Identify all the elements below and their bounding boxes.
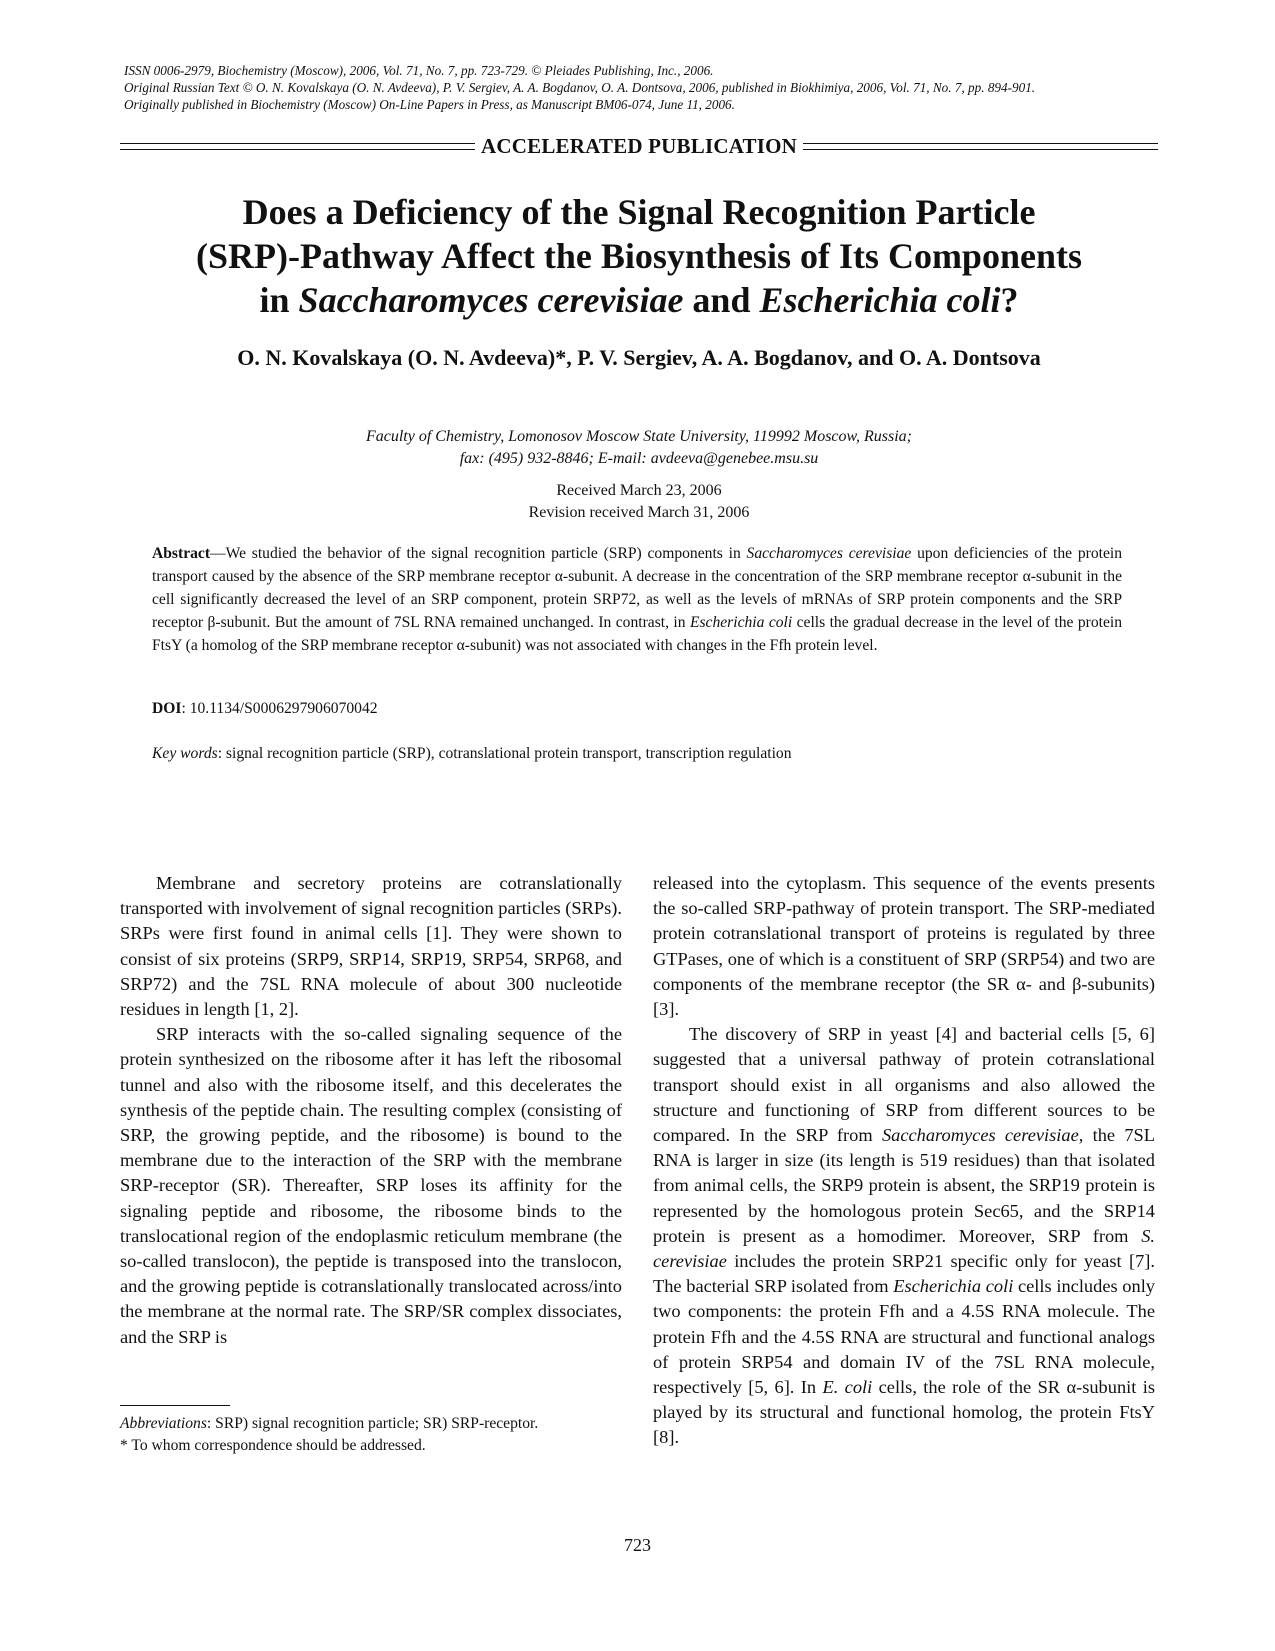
body-column-right — [653, 871, 1155, 1451]
abstract — [152, 542, 1122, 657]
abbreviations-text: : SRP) signal recognition particle; SR) SRP-receptor. — [206, 1415, 539, 1432]
body-text: The discovery of SRP in yeast [4] and bacterial cells [5, 6] suggested that a universal pathway of protein cotranslational transport should exist in all organisms and also allowed the structure and functioning of SRP from different sources to be compared. In the SRP from — [653, 1024, 1155, 1146]
banner-label: ACCELERATED PUBLICATION — [481, 133, 797, 158]
body-text: , the 7SL RNA is larger in size (its length is 519 residues) than that isolated from animal cells, the SRP9 protein is absent, the SRP19 protein is represented by the homologous protein Sec65, and the SRP14 protein is present as a homodimer. Moreover, SRP from — [653, 1125, 1155, 1246]
doi-value: : 10.1134/S0006297906070042 — [181, 700, 378, 717]
title-line-1: Does a Deficiency of the Signal Recognition Particle — [242, 192, 1036, 232]
title-line-3 — [120, 278, 1158, 322]
title-species-ec: Escherichia coli — [759, 280, 1001, 320]
abstract-text-1: —We studied the behavior of the signal recognition particle (SRP) components in — [210, 545, 747, 562]
body-paragraph — [653, 1022, 1155, 1450]
footnotes — [120, 1413, 622, 1457]
title-and: and — [683, 280, 760, 320]
abbreviations-label: Abbreviations — [120, 1415, 207, 1432]
banner-rule-left — [120, 143, 475, 150]
header-line-original: Original Russian Text © O. N. Kovalskaya (O. N. Avdeeva), P. V. Sergiev, A. A. Bogdanov, O. A. Dontsova, 2006, published in Biokhimiya, 2006, Vol. 71, No. 7, pp. 894-901. — [124, 80, 1036, 95]
species-name: E. coli — [822, 1377, 873, 1398]
species-name: Saccharomyces cerevisiae — [881, 1125, 1079, 1146]
article-title — [120, 190, 1158, 322]
title-question-mark: ? — [1000, 280, 1019, 320]
header-line-issn: ISSN 0006-2979, Biochemistry (Moscow), 2006, Vol. 71, No. 7, pp. 723-729. © Pleiades Publishing, Inc., 2006. — [124, 63, 714, 78]
abstract-text-3: cells the gradual decrease in the level of the protein FtsY (a homolog of the SRP membrane receptor α-subunit) was not associated with changes in the Ffh protein level. — [152, 614, 1122, 654]
revision-date: Revision received March 31, 2006 — [528, 504, 750, 521]
section-banner — [120, 133, 1158, 159]
title-line-2: (SRP)-Pathway Affect the Biosynthesis of Its Components — [196, 236, 1082, 276]
doi — [152, 700, 378, 718]
title-species-sc: Saccharomyces cerevisiae — [298, 280, 684, 320]
body-text: cells, the role of the SR α-subunit is played by its structural and functional homolog, the protein FtsY [8]. — [653, 1377, 1155, 1448]
body-text: includes the protein SRP21 specific only for yeast [7]. The bacterial SRP isolated from — [653, 1251, 1155, 1297]
body-paragraph: SRP interacts with the so-called signaling sequence of the protein synthesized on the ribosome after it has left the ribosomal tunnel and also with the ribosome itself, and this decelerates the synthesis of the peptide chain. The resulting complex (consisting of SRP, the growing peptide, and the ribosome) is bound to the membrane due to the interaction of the SRP with the membrane SRP-receptor (SR). Thereafter, SRP loses its affinity for the signaling peptide and ribosome, the ribosome binds to the translocational region of the endoplasmic reticulum membrane (the so-called translocon), the peptide is transposed into the translocon, and the growing peptide is cotranslationally translocated across/into the membrane at the normal rate. The SRP/SR complex dissociates, and the SRP is — [120, 1024, 622, 1347]
submission-dates — [120, 480, 1158, 524]
page-number: 723 — [624, 1535, 651, 1555]
received-date: Received March 23, 2006 — [556, 482, 722, 499]
affiliation-line-2: fax: (495) 932-8846; E-mail: avdeeva@genebee.msu.su — [459, 450, 819, 467]
keywords-label: Key words — [152, 745, 218, 762]
affiliation-line-1: Faculty of Chemistry, Lomonosov Moscow State University, 119992 Moscow, Russia; — [365, 428, 913, 445]
abstract-species-sc: Saccharomyces cerevisiae — [746, 545, 912, 562]
footnote-divider — [120, 1405, 230, 1406]
abstract-text-2: upon deficiencies of the protein transport caused by the absence of the SRP membrane receptor α-subunit. A decrease in the concentration of the SRP membrane receptor α-subunit in the cell significantly decreased the level of an SRP component, protein SRP72, as well as the levels of mRNAs of SRP protein components and the SRP receptor β-subunit. But the amount of 7SL RNA remained unchanged. In contrast, in — [152, 545, 1123, 631]
journal-header — [124, 62, 1174, 113]
abstract-label: Abstract — [152, 545, 211, 562]
species-name: S. cerevisiae — [653, 1225, 1155, 1272]
body-paragraph: Membrane and secretory proteins are cotranslationally transported with involvement of signal recognition particles (SRPs). SRPs were first found in animal cells [1]. They were shown to consist of six proteins (SRP9, SRP14, SRP19, SRP54, SRP68, and SRP72) and the 7SL RNA molecule of about 300 nucleotide residues in length [1, 2]. — [120, 873, 622, 1020]
author-list: O. N. Kovalskaya (O. N. Avdeeva)*, P. V. Sergiev, A. A. Bogdanov, and O. A. Dontsova — [237, 345, 1041, 370]
doi-label: DOI — [152, 700, 182, 717]
footnote-correspondence: * To whom correspondence should be addressed. — [120, 1437, 426, 1454]
footnote-abbreviations — [120, 1413, 622, 1435]
keywords — [152, 745, 1122, 763]
affiliation — [120, 426, 1158, 470]
abstract-species-ec: Escherichia coli — [689, 614, 793, 631]
body-column-left — [120, 871, 622, 1350]
banner-rule-right — [803, 143, 1158, 150]
header-line-online: Originally published in Biochemistry (Moscow) On-Line Papers in Press, as Manuscript BM06-074, June 11, 2006. — [124, 97, 735, 112]
species-name: Escherichia coli — [893, 1276, 1014, 1297]
keywords-value: : signal recognition particle (SRP), cotranslational protein transport, transcription regulation — [217, 745, 792, 762]
body-paragraph: released into the cytoplasm. This sequence of the events presents the so-called SRP-pathway of protein transport. The SRP-mediated protein cotranslational transport of proteins is regulated by three GTPases, one of which is a constituent of SRP (SRP54) and two are components of the membrane receptor (the SR α- and β-subunits) [3]. — [653, 873, 1155, 1020]
body-text: cells includes only two components: the protein Ffh and a 4.5S RNA molecule. The protein Ffh and the 4.5S RNA are structural and functional analogs of protein SRP54 and domain IV of the 7SL RNA molecule, respectively [5, 6]. In — [653, 1276, 1155, 1398]
title-in: in — [259, 280, 299, 320]
